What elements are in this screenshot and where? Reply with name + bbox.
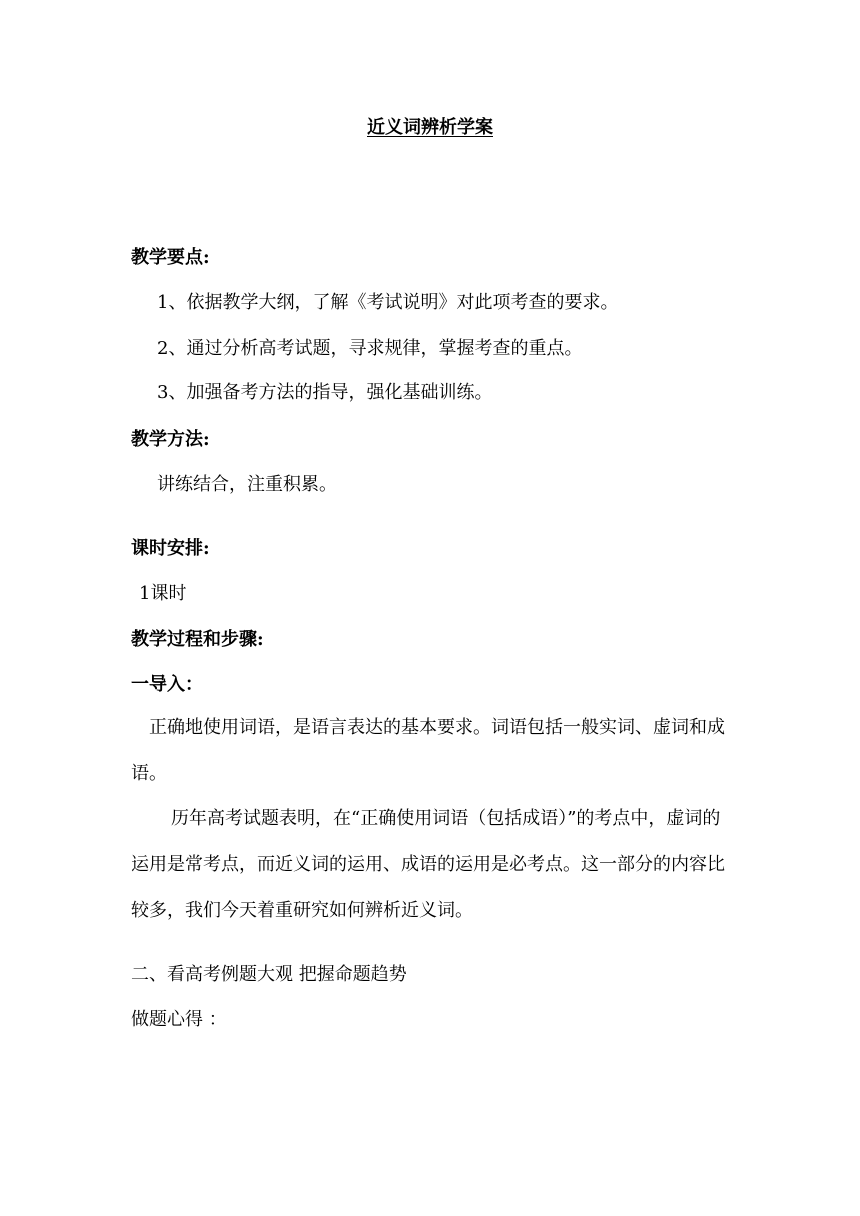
- method-heading: 教学方法:: [131, 429, 210, 450]
- intro-paragraph-1: 正确地使用词语，是语言表达的基本要求。词语包括一般实词、虚词和成语。: [131, 717, 725, 784]
- document-title-text: 近义词辨析学案: [367, 117, 493, 138]
- method-text: 讲练结合，注重积累。: [157, 474, 337, 495]
- document-title: [0, 116, 860, 140]
- schedule-text: 1课时: [139, 583, 187, 604]
- schedule-heading: 课时安排:: [131, 538, 210, 559]
- intro-paragraph-2: 历年高考试题表明，在“正确使用词语（包括成语）”的考点中，虚词的运用是常考点，而近义词的运用、成语的运用是必考点。这一部分的内容比较多，我们今天着重研究如何辨析近义词。: [131, 808, 725, 921]
- key-point-item-1: 1、依据教学大纲，了解《考试说明》对此项考查的要求。: [157, 292, 619, 313]
- experience-label: 做题心得 ：: [131, 1009, 227, 1030]
- intro-heading: 一导入：: [131, 674, 203, 695]
- process-heading: 教学过程和步骤:: [131, 629, 264, 650]
- key-point-item-2: 2、通过分析高考试题，寻求规律，掌握考查的重点。: [157, 338, 583, 359]
- key-points-heading: 教学要点:: [131, 247, 210, 268]
- part2-heading: 二、看高考例题大观 把握命题趋势: [131, 964, 407, 985]
- key-point-item-3: 3、加强备考方法的指导，强化基础训练。: [157, 382, 493, 403]
